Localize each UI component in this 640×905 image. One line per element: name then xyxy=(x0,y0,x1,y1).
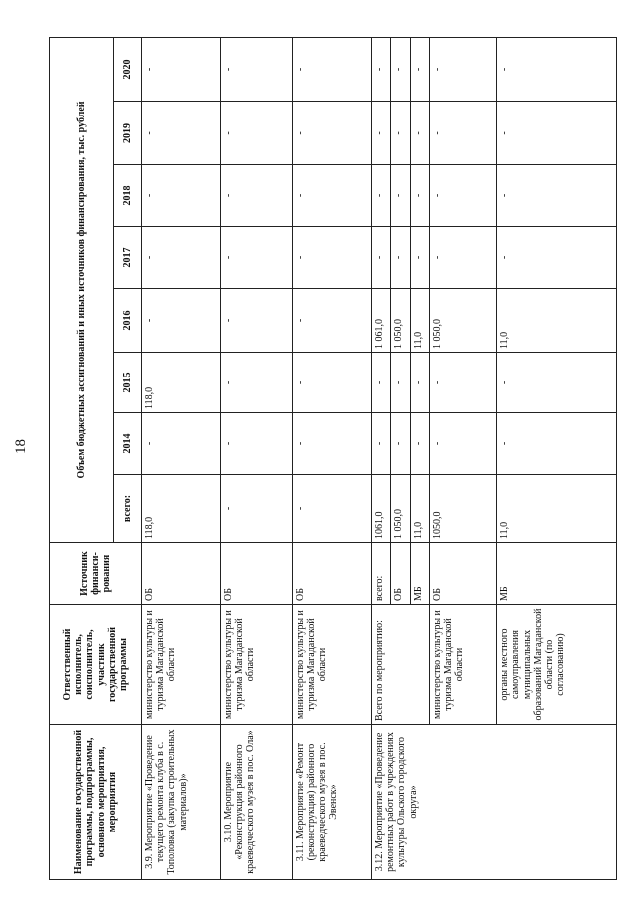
cell-value: - xyxy=(221,353,293,413)
cell-value: - xyxy=(142,165,221,227)
cell-value: - xyxy=(292,289,371,353)
cell-value: - xyxy=(142,227,221,289)
cell-value: 1 061,0 xyxy=(371,289,390,353)
cell-name: 3.10. Мероприятие «Реконструкция районного краеведческого музея в пос. Ола» xyxy=(221,725,293,880)
header-year: 2017 xyxy=(114,227,142,289)
cell-value: - xyxy=(292,353,371,413)
table-row xyxy=(142,37,221,879)
header-year: 2020 xyxy=(114,37,142,101)
cell-value: - xyxy=(221,289,293,353)
cell-name: 3.11. Мероприятие «Ремонт (реконструкция) районного краеведческого музея в пос. Эвенск» xyxy=(292,725,371,880)
cell-value: - xyxy=(430,37,497,101)
cell-value: 11,0 xyxy=(410,289,429,353)
cell-value: - xyxy=(430,165,497,227)
cell-value: - xyxy=(221,37,293,101)
cell-value: 11,0 xyxy=(497,475,617,543)
table-row xyxy=(371,37,390,879)
header-source: Источник финанси-рования xyxy=(50,543,142,605)
cell-value: - xyxy=(410,37,429,101)
cell-value: - xyxy=(292,37,371,101)
cell-value: - xyxy=(371,353,390,413)
cell-executor: министерство культуры и туризма Магаданской области xyxy=(221,605,293,725)
cell-value: - xyxy=(391,102,410,165)
cell-value: - xyxy=(430,102,497,165)
cell-name: 3.9. Мероприятие «Проведение текущего ремонта клуба в с. Тополовка (закупка строительных материалов)» xyxy=(142,725,221,880)
cell-value: - xyxy=(221,475,293,543)
cell-value: - xyxy=(430,413,497,475)
financing-table xyxy=(49,37,617,880)
cell-source: ОБ xyxy=(292,543,371,605)
cell-value: - xyxy=(391,37,410,101)
cell-value: - xyxy=(292,102,371,165)
cell-value: - xyxy=(410,165,429,227)
cell-value: 118,0 xyxy=(142,475,221,543)
header-volume: Объем бюджетных ассигнований и иных источников финансирования, тыс. рублей xyxy=(50,37,114,542)
cell-source: ОБ xyxy=(142,543,221,605)
cell-name: 3.12. Мероприятие «Проведение ремонтных работ в учреждениях культуры Ольского городского округа» xyxy=(371,725,616,880)
cell-value: 118,0 xyxy=(142,353,221,413)
cell-value: 1 050,0 xyxy=(391,475,410,543)
cell-value: - xyxy=(371,227,390,289)
cell-value: - xyxy=(221,102,293,165)
cell-executor: министерство культуры и туризма Магаданской области xyxy=(292,605,371,725)
cell-value: - xyxy=(371,102,390,165)
cell-value: - xyxy=(292,475,371,543)
cell-source: МБ xyxy=(497,543,617,605)
header-year: всего: xyxy=(114,475,142,543)
cell-value: - xyxy=(391,165,410,227)
cell-executor: министерство культуры и туризма Магаданской области xyxy=(430,605,497,725)
cell-value: - xyxy=(142,37,221,101)
header-year: 2015 xyxy=(114,353,142,413)
cell-value: - xyxy=(221,165,293,227)
cell-value: - xyxy=(497,413,617,475)
header-year: 2018 xyxy=(114,165,142,227)
cell-value: - xyxy=(142,102,221,165)
cell-value: 1 050,0 xyxy=(391,289,410,353)
cell-value: 1061,0 xyxy=(371,475,390,543)
cell-value: - xyxy=(410,353,429,413)
page-number: 18 xyxy=(13,439,29,454)
cell-value: - xyxy=(497,227,617,289)
cell-executor: органы местного самоуправления муниципальных образований Магаданской области (по согласованию) xyxy=(497,605,617,725)
cell-executor: министерство культуры и туризма Магаданской области xyxy=(142,605,221,725)
cell-value: - xyxy=(391,227,410,289)
rotated-page xyxy=(49,38,617,880)
cell-value: - xyxy=(410,413,429,475)
table-row xyxy=(221,37,293,879)
cell-value: - xyxy=(410,227,429,289)
cell-value: - xyxy=(371,165,390,227)
cell-value: - xyxy=(497,165,617,227)
cell-value: - xyxy=(292,165,371,227)
cell-value: - xyxy=(391,413,410,475)
cell-value: - xyxy=(430,227,497,289)
header-executor: Ответственный исполнитель, соисполнитель, участник государственной программы xyxy=(50,605,142,725)
cell-value: 1050,0 xyxy=(430,475,497,543)
cell-value: - xyxy=(497,37,617,101)
cell-value: - xyxy=(497,102,617,165)
cell-value: - xyxy=(221,413,293,475)
cell-value: - xyxy=(371,37,390,101)
header-year: 2019 xyxy=(114,102,142,165)
table-row xyxy=(292,37,371,879)
cell-value: 11,0 xyxy=(497,289,617,353)
cell-value: - xyxy=(142,289,221,353)
cell-value: - xyxy=(430,353,497,413)
header-year: 2016 xyxy=(114,289,142,353)
cell-value: 1 050,0 xyxy=(430,289,497,353)
cell-value: - xyxy=(292,227,371,289)
header-name: Наименование государственной программы, подпрограммы, основного мероприятия, мероприятия xyxy=(50,725,142,880)
cell-value: - xyxy=(221,227,293,289)
cell-value: - xyxy=(142,413,221,475)
cell-source: ОБ xyxy=(221,543,293,605)
cell-source: ОБ xyxy=(430,543,497,605)
cell-value: - xyxy=(410,102,429,165)
cell-source: МБ xyxy=(410,543,429,605)
cell-source: ОБ xyxy=(391,543,410,605)
cell-value: - xyxy=(497,353,617,413)
cell-value: - xyxy=(391,353,410,413)
cell-value: - xyxy=(371,413,390,475)
cell-total-label: Всего по мероприятию: xyxy=(371,605,429,725)
header-year: 2014 xyxy=(114,413,142,475)
cell-source: всего: xyxy=(371,543,390,605)
cell-value: 11,0 xyxy=(410,475,429,543)
cell-value: - xyxy=(292,413,371,475)
